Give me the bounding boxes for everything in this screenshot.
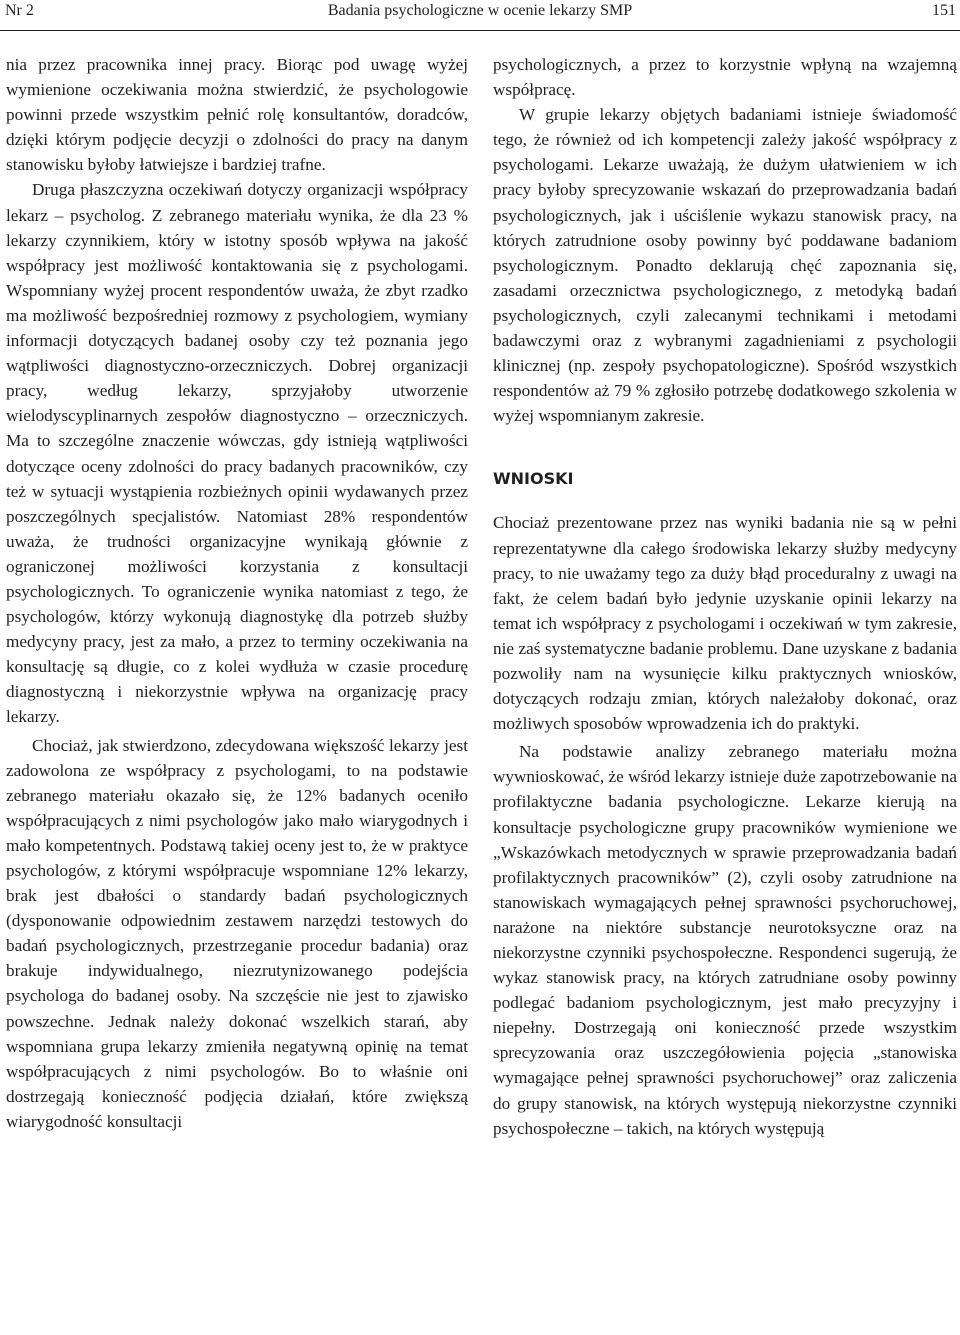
- section-heading: WNIOSKI: [493, 469, 574, 489]
- paragraph: Druga płaszczyzna oczekiwań dotyczy organizacji współpracy lekarz – psycholog. Z zebranego materiału wynika, że dla 23 % lekarzy czynnikiem, który w istotny sposób wpływa na jakość współpracy jest możliwość kontaktowania się z psychologami. Wspomniany wyżej procent respondentów uważa, że zbyt rzadko ma możliwość bezpośredniej rozmowy z psychologiem, wymiany informacji dotyczących badanej osoby czy też poznania jego wątpliwości diagnostyczno-orzeczniczych. Dobrej organizacji pracy, według lekarzy, sprzyjałoby utworzenie wielodyscyplinarnych zespołów diagnostyczno – orzeczniczych. Ma to szczególne znaczenie wówczas, gdy istnieją wątpliwości dotyczące oceny zdolności do pracy badanych pracowników, czy też w sytuacji wystąpienia rozbieżnych opinii wydawanych przez poszczególnych specjalistów. Natomiast 28% respondentów uważa, że trudności organizacyjne wynikają głównie z ograniczonej możliwości korzystania z konsultacji psychologicznych. To ograniczenie wynika natomiast z tego, że psychologów, którzy wykonują diagnostykę dla potrzeb służby medycyny pracy, jest za mało, a przez to terminy oczekiwania na konsultację są długie, co z kolei wydłuża w czasie procedurę diagnostyczną i niekorzystnie wpływa na organizację pracy lekarzy.: [6, 180, 468, 727]
- paragraph: psychologicznych, a przez to korzystnie wpłyną na wzajemną współpracę.: [493, 55, 957, 100]
- paragraph: Chociaż prezentowane przez nas wyniki badania nie są w pełni reprezentatywne dla całego środowiska lekarzy służby medycyny pracy, to nie uważamy tego za duży błąd proceduralny z uwagi na fakt, że celem badań było jedynie uzyskanie opinii lekarzy na temat ich współpracy z psychologami i oczekiwań w tym zakresie, nie zaś systematyczne badanie problemu. Dane uzyskane z badania pozwoliły nam na wysunięcie kilku praktycznych wniosków, dotyczących rodzaju zmian, których należałoby dokonać, oraz możliwych sposobów wprowadzenia ich do praktyki.: [493, 513, 957, 734]
- right-column: [493, 52, 957, 1141]
- issue-number: Nr 2: [5, 2, 34, 19]
- paragraph: Na podstawie analizy zebranego materiału można wywnioskować, że wśród lekarzy istnieje duże zapotrzebowanie na profilaktyczne badania psychologiczne. Lekarze kierują na konsultacje psychologiczne grupy pracowników wymienione we „Wskazówkach metodycznych w sprawie przeprowadzania badań profilaktycznych pracowników” (2), czyli osoby zatrudnione na stanowiskach wymagających pełnej sprawności psychoruchowej, narażone na niektóre substancje neurotoksyczne oraz na niekorzystne czynniki psychospołeczne. Respondenci sugerują, że wykaz stanowisk pracy, na których zatrudniane osoby powinny podlegać badaniom psychologicznym, jest mało precyzyjny i niepełny. Dostrzegają oni konieczność przede wszystkim sprecyzowania oraz uszczegółowienia pojęcia „stanowiska wymagające pełnej sprawności psychoruchowej” oraz zaliczenia do grupy stanowisk, na których występują niekorzystne czynniki psychospołeczne – takich, na których występują: [493, 742, 957, 1138]
- left-column: [6, 52, 468, 1134]
- paragraph: W grupie lekarzy objętych badaniami istnieje świadomość tego, że również od ich kompetencji zależy jakość współpracy z psychologami. Lekarze uważają, że dużym ułatwieniem w ich pracy byłoby sprecyzowanie wskazań do przeprowadzania badań psychologicznych, jak i uściślenie wykazu stanowisk pracy, na których zatrudnione osoby powinny być poddawane badaniom psychologicznym. Ponadto deklarują chęć zapoznania się, zasadami orzecznictwa psychologicznego, z metodyką badań psychologicznych, czyli zalecanymi technikami i metodami badawczymi oraz z wybranymi zagadnieniami z psychologii klinicznej (np. zespoły psychopatologiczne). Spośród wszystkich respondentów aż 79 % zgłosiło potrzebę dodatkowego szkolenia w wyżej wspomnianym zakresie.: [493, 105, 957, 426]
- page-number: 151: [932, 2, 956, 19]
- running-title: Badania psychologiczne w ocenie lekarzy SMP: [327, 2, 633, 19]
- paragraph: Chociaż, jak stwierdzono, zdecydowana większość lekarzy jest zadowolona ze współpracy z psychologami, to na podstawie zebranego materiału okazało się, że 12% badanych oceniło współpracujących z nimi psychologów jako mało wiarygodnych i mało kompetentnych. Podstawą takiej oceny jest to, że w praktyce psychologów, z którymi współpracuje wspomniane 12% lekarzy, brak jest dbałości o standardy badań psychologicznych (dysponowanie odpowiednim zestawem narzędzi testowych do badań psychologicznych, przestrzeganie procedur badania) oraz brakuje indywidualnego, niezrutynizowanego podejścia psychologa do badanej osoby. Na szczęście nie jest to zjawisko powszechne. Jednak należy dokonać wszelkich starań, aby wspomniana grupa lekarzy zmieniła negatywną opinię na temat współpracujących z nimi psychologów. Bo to właśnie oni dostrzegają konieczność podjęcia działań, które zwiększą wiarygodność konsultacji: [6, 735, 468, 1131]
- running-header: [0, 0, 960, 31]
- paragraph: nia przez pracownika innej pracy. Biorąc pod uwagę wyżej wymienione oczekiwania można stwierdzić, że psychologowie powinni przede wszystkim pełnić rolę konsultantów, doradców, dzięki którym podjęcie decyzji o zdolności do pracy na danym stanowisku byłoby łatwiejsze i bardziej trafne.: [6, 55, 468, 175]
